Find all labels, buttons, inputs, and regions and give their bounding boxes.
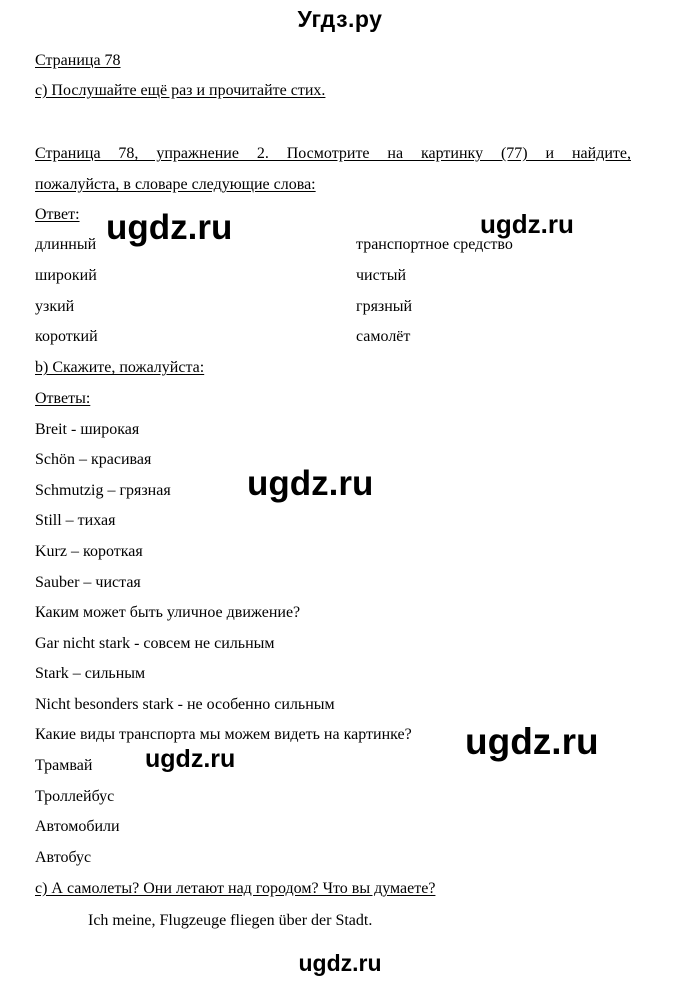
transport-question: Какие виды транспорта мы можем видеть на картинке? [35, 726, 412, 743]
answer-line-8: Gar nicht stark - совсем не сильным [35, 635, 275, 652]
word-right-1: транспортное средство [356, 236, 513, 253]
transport-trolleybus: Троллейбус [35, 788, 115, 805]
transport-cars: Автомобили [35, 818, 120, 835]
word-right-2: чистый [356, 267, 407, 284]
answer-line-10: Nicht besonders stark - не особенно сильным [35, 696, 335, 713]
watermark-3: ugdz.ru [247, 464, 374, 503]
word-left-3: узкий [35, 298, 75, 315]
exercise-2-heading-line2: пожалуйста, в словаре следующие слова: [35, 176, 316, 193]
page-reference: Страница 78 [35, 52, 121, 69]
answer-line-2: Schön – красивая [35, 451, 152, 468]
word-right-3: грязный [356, 298, 413, 315]
word-right-4: самолёт [356, 328, 411, 345]
word-left-1: длинный [35, 236, 97, 253]
answer-airplanes: Ich meine, Flugzeuge fliegen über der Stadt. [88, 912, 373, 929]
answer-line-4: Still – тихая [35, 512, 116, 529]
answer-line-5: Kurz – короткая [35, 543, 143, 560]
transport-bus: Автобус [35, 849, 92, 866]
traffic-question: Каким может быть уличное движение? [35, 604, 301, 621]
answer-line-1: Breit - широкая [35, 421, 140, 438]
exercise-2-heading-line1: Страница 78, упражнение 2. Посмотрите на картинку (77) и найдите, [35, 145, 631, 162]
task-airplanes: c) А самолеты? Они летают над городом? Что вы думаете? [35, 880, 436, 897]
word-left-2: широкий [35, 267, 97, 284]
site-header-title: Угдз.ру [297, 6, 383, 32]
task-listen-poem: c) Послушайте ещё раз и прочитайте стих. [35, 82, 326, 99]
answer-line-3: Schmutzig – грязная [35, 482, 171, 499]
answer-line-9: Stark – сильным [35, 665, 146, 682]
watermark-5: ugdz.ru [145, 745, 236, 773]
word-left-4: короткий [35, 328, 98, 345]
watermark-1: ugdz.ru [106, 208, 233, 247]
answers-label: Ответы: [35, 390, 91, 407]
site-footer-watermark: ugdz.ru [298, 950, 382, 976]
transport-tram: Трамвай [35, 757, 93, 774]
answer-label: Ответ: [35, 206, 80, 223]
task-say-please: b) Скажите, пожалуйста: [35, 359, 205, 376]
watermark-4: ugdz.ru [465, 721, 599, 762]
watermark-2: ugdz.ru [480, 209, 574, 239]
answer-line-6: Sauber – чистая [35, 574, 141, 591]
